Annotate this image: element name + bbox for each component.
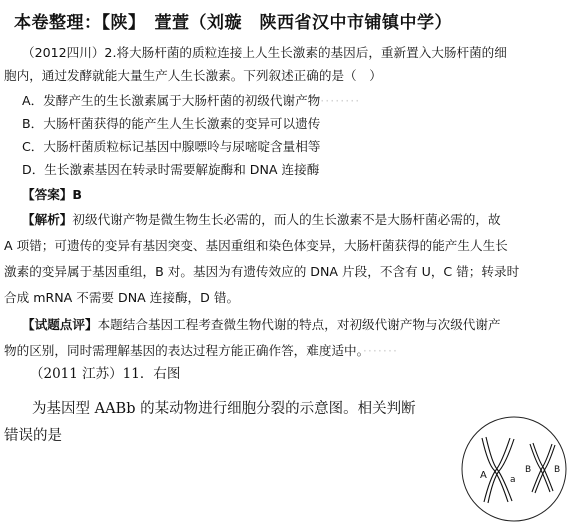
- leader-dots: ·······: [362, 343, 398, 358]
- gene-label-a-upper: A: [480, 470, 487, 481]
- analysis-line-2: A 项错；可遗传的变异有基因突变、基因重组和染色体变异，大肠杆菌获得的能产生人生长: [4, 238, 508, 253]
- answer: [22, 184, 82, 203]
- analysis-label: 【解析】: [22, 212, 73, 227]
- option-a-text: A．发酵产生的生长激素属于大肠杆菌的初级代谢产物: [22, 93, 321, 108]
- gene-label-b-right: B: [554, 465, 561, 475]
- answer-label: 【答案】: [22, 187, 73, 202]
- cell-division-diagram: [458, 416, 570, 522]
- option-b: B．大肠杆菌获得的能产生人生长激素的变异可以遗传: [22, 116, 321, 131]
- analysis-line-1: [22, 209, 501, 228]
- comment-line-2: [4, 340, 398, 359]
- analysis-line-3: 激素的变异属于基因重组，B 对。基因为有遗传效应的 DNA 片段，不含有 U，C 错；转录时: [4, 264, 520, 279]
- leader-dots: ········: [320, 93, 361, 108]
- question2-line-3: 错误的是: [4, 428, 62, 444]
- comment-label: 【试题点评】: [22, 317, 98, 332]
- page-title: 本卷整理：【陕】 萱萱（刘璇 陕西省汉中市铺镇中学）: [14, 13, 452, 33]
- question2-line-2: 为基因型 AABb 的某动物进行细胞分裂的示意图。相关判断: [32, 401, 416, 417]
- chromatid-left-4: [488, 439, 514, 503]
- analysis-text-1: 初级代谢产物是微生物生长必需的，而人的生长激素不是大肠杆菌必需的，故: [72, 212, 501, 227]
- chromatid-right-3: [532, 444, 552, 492]
- chromatid-left-3: [484, 438, 510, 502]
- option-c: C．大肠杆菌质粒标记基因中腺嘌呤与尿嘧啶含量相等: [22, 139, 321, 154]
- chromatid-right-4: [535, 445, 555, 493]
- gene-label-a-lower: a: [510, 475, 516, 485]
- chromatid-right-1: [530, 444, 550, 492]
- question-stem-line-2: 胞内，通过发酵就能大量生产人生长激素。下列叙述正确的是（ ）: [4, 68, 382, 83]
- comment-line-1: [22, 314, 501, 333]
- chromatid-left-2: [486, 437, 512, 501]
- cell-membrane: [462, 417, 566, 521]
- comment-text-2: 物的区别，同时需理解基因的表达过程方能正确作答，难度适中。: [4, 343, 363, 358]
- question-stem-line-1: （2012四川）2.将大肠杆菌的质粒连接上人生长激素的基因后，重新置入大肠杆菌的细: [22, 45, 507, 60]
- analysis-line-4: 合成 mRNA 不需要 DNA 连接酶，D 错。: [4, 290, 240, 305]
- option-a: [22, 90, 360, 109]
- answer-value: B: [72, 187, 82, 202]
- option-d: D．生长激素基因在转录时需要解旋酶和 DNA 连接酶: [22, 162, 320, 177]
- chromosome-pair-right: [530, 443, 555, 493]
- question2-line-1: （2011 江苏）11．右图: [30, 366, 181, 382]
- gene-label-b-left: B: [525, 465, 532, 475]
- comment-text-1: 本题结合基因工程考查微生物代谢的特点，对初级代谢产物与次级代谢产: [97, 317, 501, 332]
